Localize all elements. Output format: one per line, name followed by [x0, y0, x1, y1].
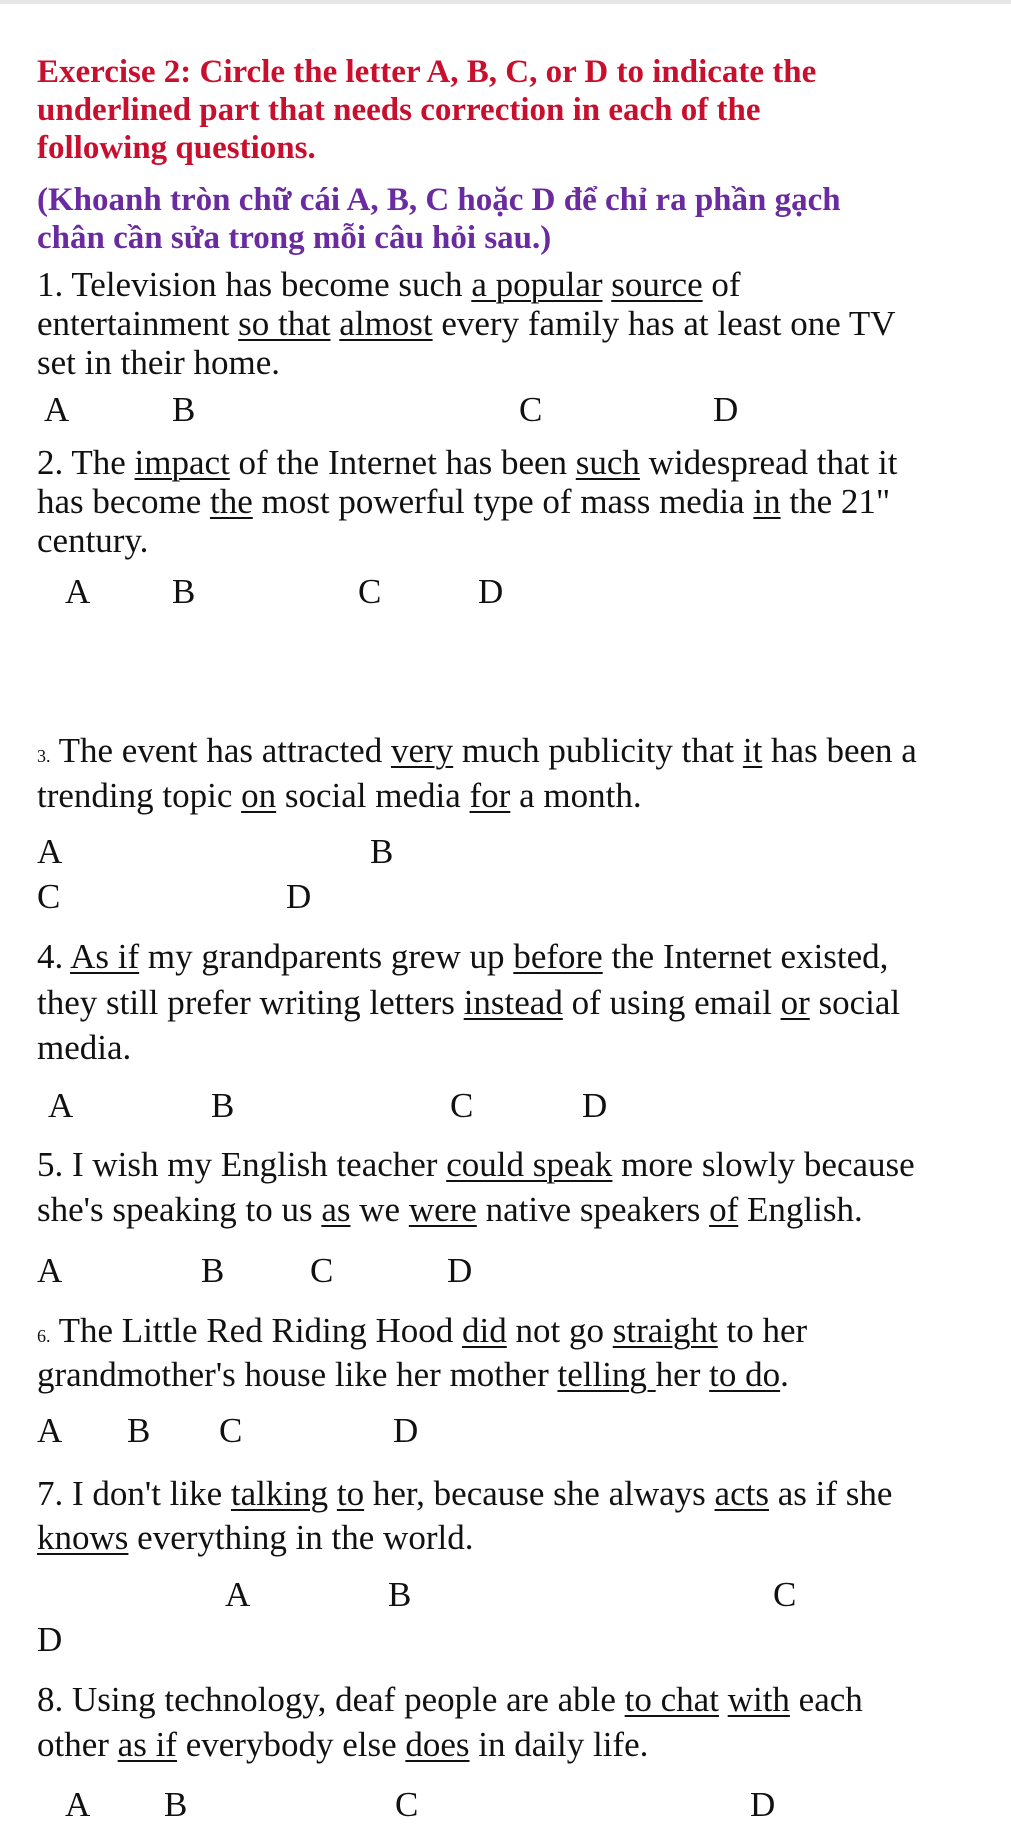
- q1-option-a[interactable]: A: [44, 390, 70, 429]
- q6-text: her: [655, 1355, 710, 1394]
- q2-text: widespread that it: [639, 443, 898, 482]
- q5-underline-b: as: [321, 1190, 351, 1229]
- q4-line-1: [37, 937, 888, 977]
- q3-text: The event has attracted: [50, 731, 391, 770]
- q6-text: grandmother's house like her mother: [37, 1355, 558, 1394]
- q2-option-d[interactable]: D: [478, 572, 504, 611]
- q6-option-c[interactable]: C: [219, 1411, 243, 1450]
- q2-text: 2. The: [37, 443, 135, 482]
- q7-option-c[interactable]: C: [773, 1575, 797, 1614]
- q4-underline-d: or: [780, 983, 810, 1022]
- q7-underline-d: knows: [37, 1518, 129, 1557]
- q8-underline-d: does: [405, 1725, 470, 1764]
- q4-underline-c: instead: [463, 983, 563, 1022]
- q5-underline-a: could speak: [446, 1145, 613, 1184]
- q1-option-d[interactable]: D: [713, 390, 739, 429]
- q4-text: social: [809, 983, 901, 1022]
- q4-line-3: media.: [37, 1028, 132, 1067]
- q2-text: has become: [37, 482, 210, 521]
- q4-text: 4.: [37, 937, 71, 976]
- q8-option-c[interactable]: C: [395, 1785, 419, 1824]
- top-divider: [0, 0, 1011, 4]
- q6-line-2: [37, 1355, 789, 1395]
- q2-underline-b: such: [575, 443, 640, 482]
- q4-text: of using email: [562, 983, 781, 1022]
- q2-underline-d: in: [753, 482, 781, 521]
- q2-option-c[interactable]: C: [358, 572, 382, 611]
- q7-underline-a: talking: [230, 1474, 329, 1513]
- q1-text: of: [702, 265, 741, 304]
- q6-underline-b: straight: [612, 1311, 718, 1350]
- q2-text: most powerful type of mass media: [252, 482, 754, 521]
- q8-underline-c: as if: [117, 1725, 177, 1764]
- q6-text: The Little Red Riding Hood: [50, 1311, 463, 1350]
- q3-option-a[interactable]: A: [37, 832, 63, 871]
- q8-text: each: [789, 1680, 863, 1719]
- q7-text: everything in the world.: [128, 1518, 474, 1557]
- q5-text: we: [350, 1190, 409, 1229]
- q7-underline-c: acts: [714, 1474, 769, 1513]
- q4-option-a[interactable]: A: [48, 1086, 74, 1125]
- q6-underline-a: did: [462, 1311, 507, 1350]
- q2-text: of the Internet has been: [229, 443, 576, 482]
- q6-text: .: [780, 1355, 789, 1394]
- q5-line-2: [37, 1190, 863, 1230]
- q4-text: they still prefer writing letters: [37, 983, 464, 1022]
- q6-line-1: [37, 1311, 807, 1356]
- q1-option-c[interactable]: C: [519, 390, 543, 429]
- q3-option-b[interactable]: B: [370, 832, 394, 871]
- q8-line-1: [37, 1680, 863, 1720]
- q7-line-1: [37, 1474, 892, 1514]
- q4-option-d[interactable]: D: [582, 1086, 608, 1125]
- q3-underline-a: very: [390, 731, 454, 770]
- q4-option-c[interactable]: C: [450, 1086, 474, 1125]
- q1-underline-a: a popular: [471, 265, 603, 304]
- q5-option-a[interactable]: A: [37, 1251, 63, 1290]
- q2-text: the 21": [780, 482, 891, 521]
- viet-line-2: chân cần sửa trong mỗi câu hỏi sau.): [37, 220, 552, 256]
- q1-underline-c: so that: [238, 304, 331, 343]
- q3-text: a month.: [510, 776, 642, 815]
- q7-underline-b: to: [336, 1474, 365, 1513]
- q4-underline-b: before: [513, 937, 603, 976]
- q5-option-c[interactable]: C: [310, 1251, 334, 1290]
- q5-text: she's speaking to us: [37, 1190, 322, 1229]
- q1-text: 1. Television has become such: [37, 265, 472, 304]
- q8-text: other: [37, 1725, 118, 1764]
- q8-text: in daily life.: [469, 1725, 649, 1764]
- q1-option-b[interactable]: B: [172, 390, 196, 429]
- q8-option-d[interactable]: D: [750, 1785, 776, 1824]
- q7-text: [328, 1474, 337, 1513]
- q1-underline-d: almost: [339, 304, 433, 343]
- q8-option-b[interactable]: B: [164, 1785, 188, 1824]
- q8-text: [719, 1680, 728, 1719]
- q3-underline-b: it: [742, 731, 763, 770]
- q6-number: 6.: [37, 1326, 51, 1346]
- q3-line-2: [37, 776, 642, 816]
- q3-underline-d: for: [469, 776, 511, 815]
- q3-text: has been a: [762, 731, 917, 770]
- q2-option-a[interactable]: A: [65, 572, 91, 611]
- q8-text: everybody else: [176, 1725, 406, 1764]
- q8-underline-b: with: [727, 1680, 790, 1719]
- q1-text: [603, 265, 612, 304]
- q7-text: her, because she always: [364, 1474, 715, 1513]
- q3-option-d[interactable]: D: [286, 877, 312, 916]
- q8-text: 8. Using technology, deaf people are able: [37, 1680, 625, 1719]
- q3-text: trending topic: [37, 776, 242, 815]
- q3-text: much publicity that: [453, 731, 743, 770]
- q6-option-d[interactable]: D: [393, 1411, 419, 1450]
- q1-underline-b: source: [611, 265, 703, 304]
- q2-underline-c: the: [209, 482, 253, 521]
- q7-text: as if she: [768, 1474, 893, 1513]
- q7-option-d[interactable]: D: [37, 1620, 63, 1659]
- q1-line-1: [37, 265, 741, 305]
- q4-line-2: [37, 983, 900, 1023]
- q3-text: social media: [276, 776, 470, 815]
- q2-option-b[interactable]: B: [172, 572, 196, 611]
- q2-line-1: [37, 443, 897, 483]
- title-line-3: following questions.: [37, 130, 316, 166]
- q5-option-d[interactable]: D: [447, 1251, 473, 1290]
- q2-underline-a: impact: [134, 443, 230, 482]
- q5-text: 5. I wish my English teacher: [37, 1145, 447, 1184]
- q1-line-2: [37, 304, 896, 344]
- q6-underline-c: telling: [557, 1355, 656, 1394]
- q6-text: not go: [506, 1311, 613, 1350]
- q5-line-1: [37, 1145, 915, 1185]
- q3-number: 3.: [37, 746, 51, 766]
- q4-text: the Internet existed,: [602, 937, 889, 976]
- q7-option-a[interactable]: A: [225, 1575, 251, 1614]
- q1-line-3: set in their home.: [37, 343, 281, 382]
- q3-option-c[interactable]: C: [37, 877, 61, 916]
- q4-underline-a: As if: [70, 937, 140, 976]
- q3-underline-c: on: [241, 776, 277, 815]
- q6-option-b[interactable]: B: [127, 1411, 151, 1450]
- q5-text: more slowly because: [612, 1145, 915, 1184]
- q1-text: entertainment: [37, 304, 239, 343]
- viet-line-1: (Khoanh tròn chữ cái A, B, C hoặc D để chỉ ra phần gạch: [37, 182, 841, 218]
- q8-underline-a: to chat: [624, 1680, 719, 1719]
- q5-underline-c: were: [408, 1190, 477, 1229]
- q2-line-2: [37, 482, 890, 522]
- q4-text: my grandparents grew up: [139, 937, 514, 976]
- q5-text: English.: [738, 1190, 863, 1229]
- q7-line-2: [37, 1518, 473, 1558]
- q7-option-b[interactable]: B: [388, 1575, 412, 1614]
- q6-text: to her: [717, 1311, 808, 1350]
- title-line-1: Exercise 2: Circle the letter A, B, C, or D to indicate the: [37, 54, 817, 90]
- q2-line-3: century.: [37, 521, 149, 560]
- q7-text: 7. I don't like: [37, 1474, 231, 1513]
- q5-underline-d: of: [709, 1190, 739, 1229]
- q4-option-b[interactable]: B: [211, 1086, 235, 1125]
- q1-text: [331, 304, 340, 343]
- q8-option-a[interactable]: A: [65, 1785, 91, 1824]
- q3-line-1: [37, 731, 917, 776]
- q6-option-a[interactable]: A: [37, 1411, 63, 1450]
- q6-underline-d: to do: [709, 1355, 781, 1394]
- q5-option-b[interactable]: B: [201, 1251, 225, 1290]
- q1-text: every family has at least one TV: [432, 304, 896, 343]
- q8-line-2: [37, 1725, 648, 1765]
- q5-text: native speakers: [476, 1190, 710, 1229]
- title-line-2: underlined part that needs correction in each of the: [37, 92, 761, 128]
